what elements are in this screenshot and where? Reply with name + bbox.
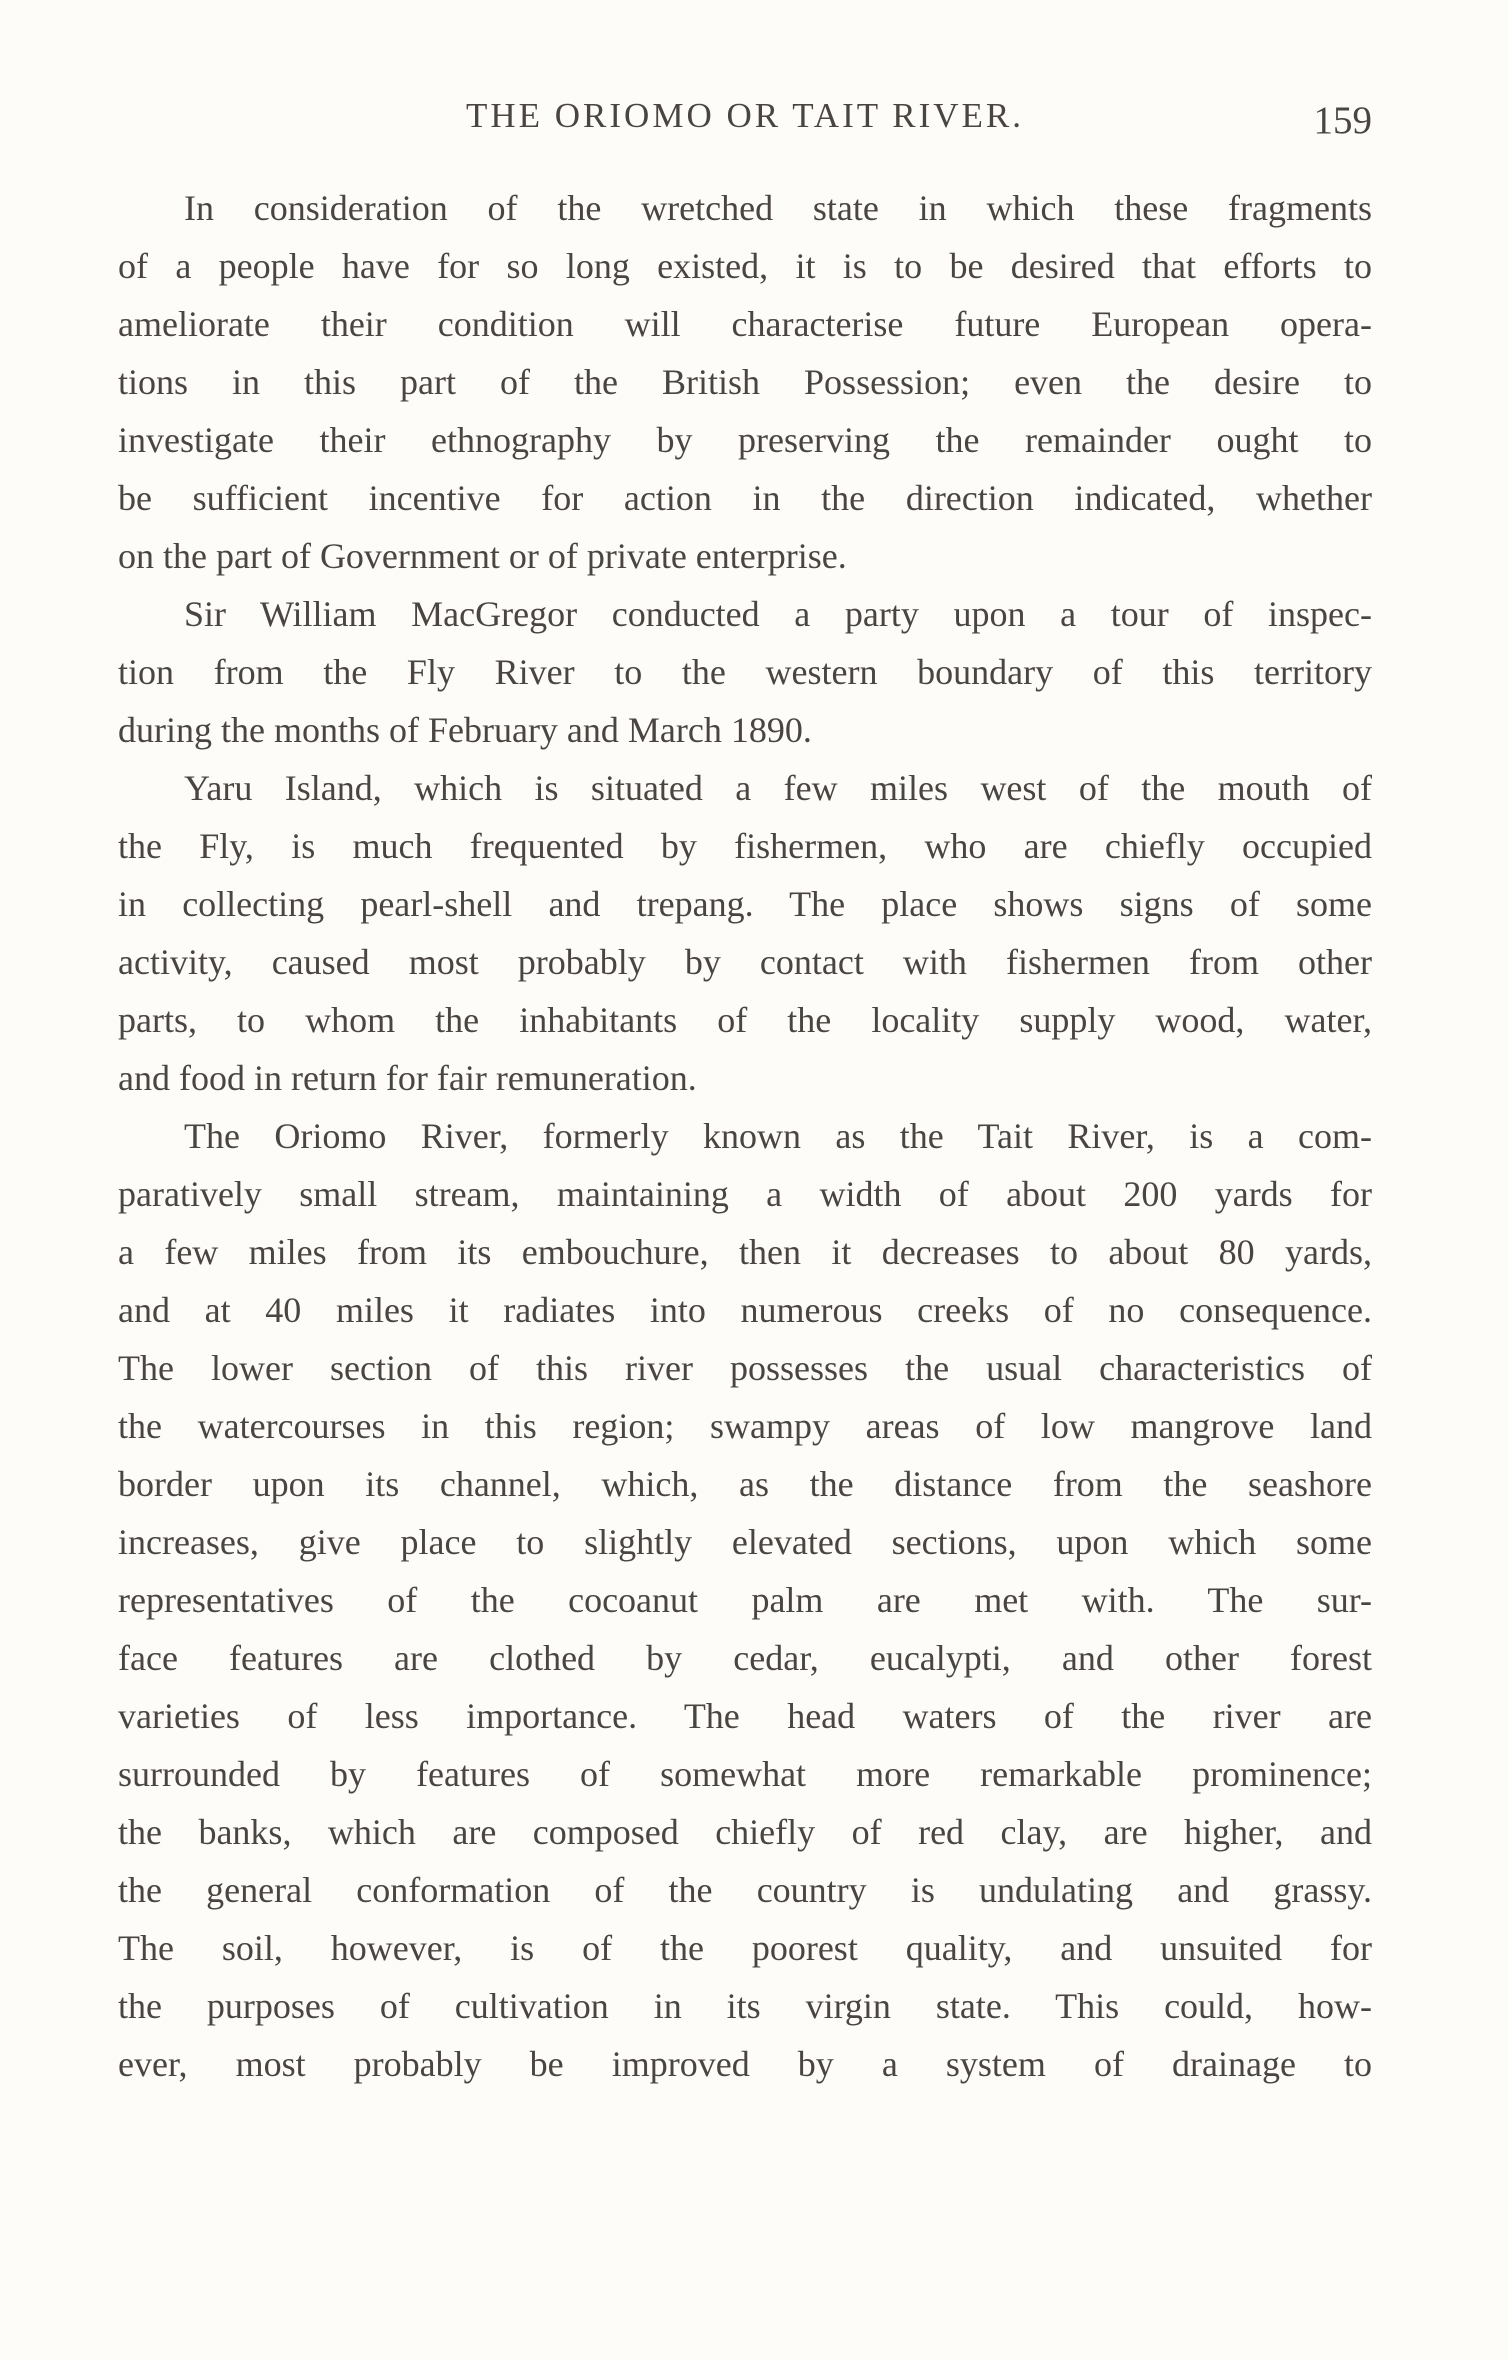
text-line: The soil, however, is of the poorest quality, and unsuited for — [118, 1928, 1372, 1968]
text-line: border upon its channel, which, as the distance from the seashore — [118, 1464, 1372, 1504]
text-line: In consideration of the wretched state in which these fragments — [184, 188, 1372, 228]
text-line: ameliorate their condition will characterise future European opera- — [118, 304, 1372, 344]
paragraph-1 — [118, 179, 1372, 585]
paragraph-3 — [118, 759, 1372, 1107]
text-line: tion from the Fly River to the western boundary of this territory — [118, 652, 1372, 692]
text-line: the general conformation of the country is undulating and grassy. — [118, 1870, 1372, 1910]
text-line: increases, give place to slightly elevated sections, upon which some — [118, 1522, 1372, 1562]
text-line: Sir William MacGregor conducted a party upon a tour of inspec- — [184, 594, 1372, 634]
text-line: representatives of the cocoanut palm are met with. The sur- — [118, 1580, 1372, 1620]
text-line: a few miles from its embouchure, then it decreases to about 80 yards, — [118, 1232, 1372, 1272]
text-line: the purposes of cultivation in its virgin state. This could, how- — [118, 1986, 1372, 2026]
text-line: of a people have for so long existed, it is to be desired that efforts to — [118, 246, 1372, 286]
text-line: and at 40 miles it radiates into numerous creeks of no consequence. — [118, 1290, 1372, 1330]
text-line: paratively small stream, maintaining a width of about 200 yards for — [118, 1174, 1372, 1214]
text-line: parts, to whom the inhabitants of the locality supply wood, water, — [118, 1000, 1372, 1040]
text-line: the banks, which are composed chiefly of red clay, are higher, and — [118, 1812, 1372, 1852]
text-line: varieties of less importance. The head waters of the river are — [118, 1696, 1372, 1736]
running-header — [118, 96, 1372, 156]
text-line: on the part of Government or of private enterprise. — [118, 536, 847, 576]
text-line: and food in return for fair remuneration. — [118, 1058, 697, 1098]
body-text — [118, 179, 1372, 2093]
text-line: The lower section of this river possesses the usual characteristics of — [118, 1348, 1372, 1388]
text-line: investigate their ethnography by preserving the remainder ought to — [118, 420, 1372, 460]
text-line: The Oriomo River, formerly known as the Tait River, is a com- — [184, 1116, 1372, 1156]
text-line: be sufficient incentive for action in the direction indicated, whether — [118, 478, 1372, 518]
text-line: face features are clothed by cedar, eucalypti, and other forest — [118, 1638, 1372, 1678]
text-line: activity, caused most probably by contact with fishermen from other — [118, 942, 1372, 982]
paragraph-2 — [118, 585, 1372, 759]
text-line: tions in this part of the British Possession; even the desire to — [118, 362, 1372, 402]
text-line: Yaru Island, which is situated a few miles west of the mouth of — [184, 768, 1372, 808]
text-line: surrounded by features of somewhat more remarkable prominence; — [118, 1754, 1372, 1794]
text-line: ever, most probably be improved by a system of drainage to — [118, 2044, 1372, 2084]
text-line: the watercourses in this region; swampy areas of low mangrove land — [118, 1406, 1372, 1446]
text-line: in collecting pearl-shell and trepang. The place shows signs of some — [118, 884, 1372, 924]
text-line: the Fly, is much frequented by fishermen, who are chiefly occupied — [118, 826, 1372, 866]
page-number: 159 — [1313, 99, 1372, 142]
running-title: THE ORIOMO OR TAIT RIVER. — [466, 96, 1024, 135]
text-line: during the months of February and March 1890. — [118, 710, 812, 750]
paragraph-4 — [118, 1107, 1372, 2093]
